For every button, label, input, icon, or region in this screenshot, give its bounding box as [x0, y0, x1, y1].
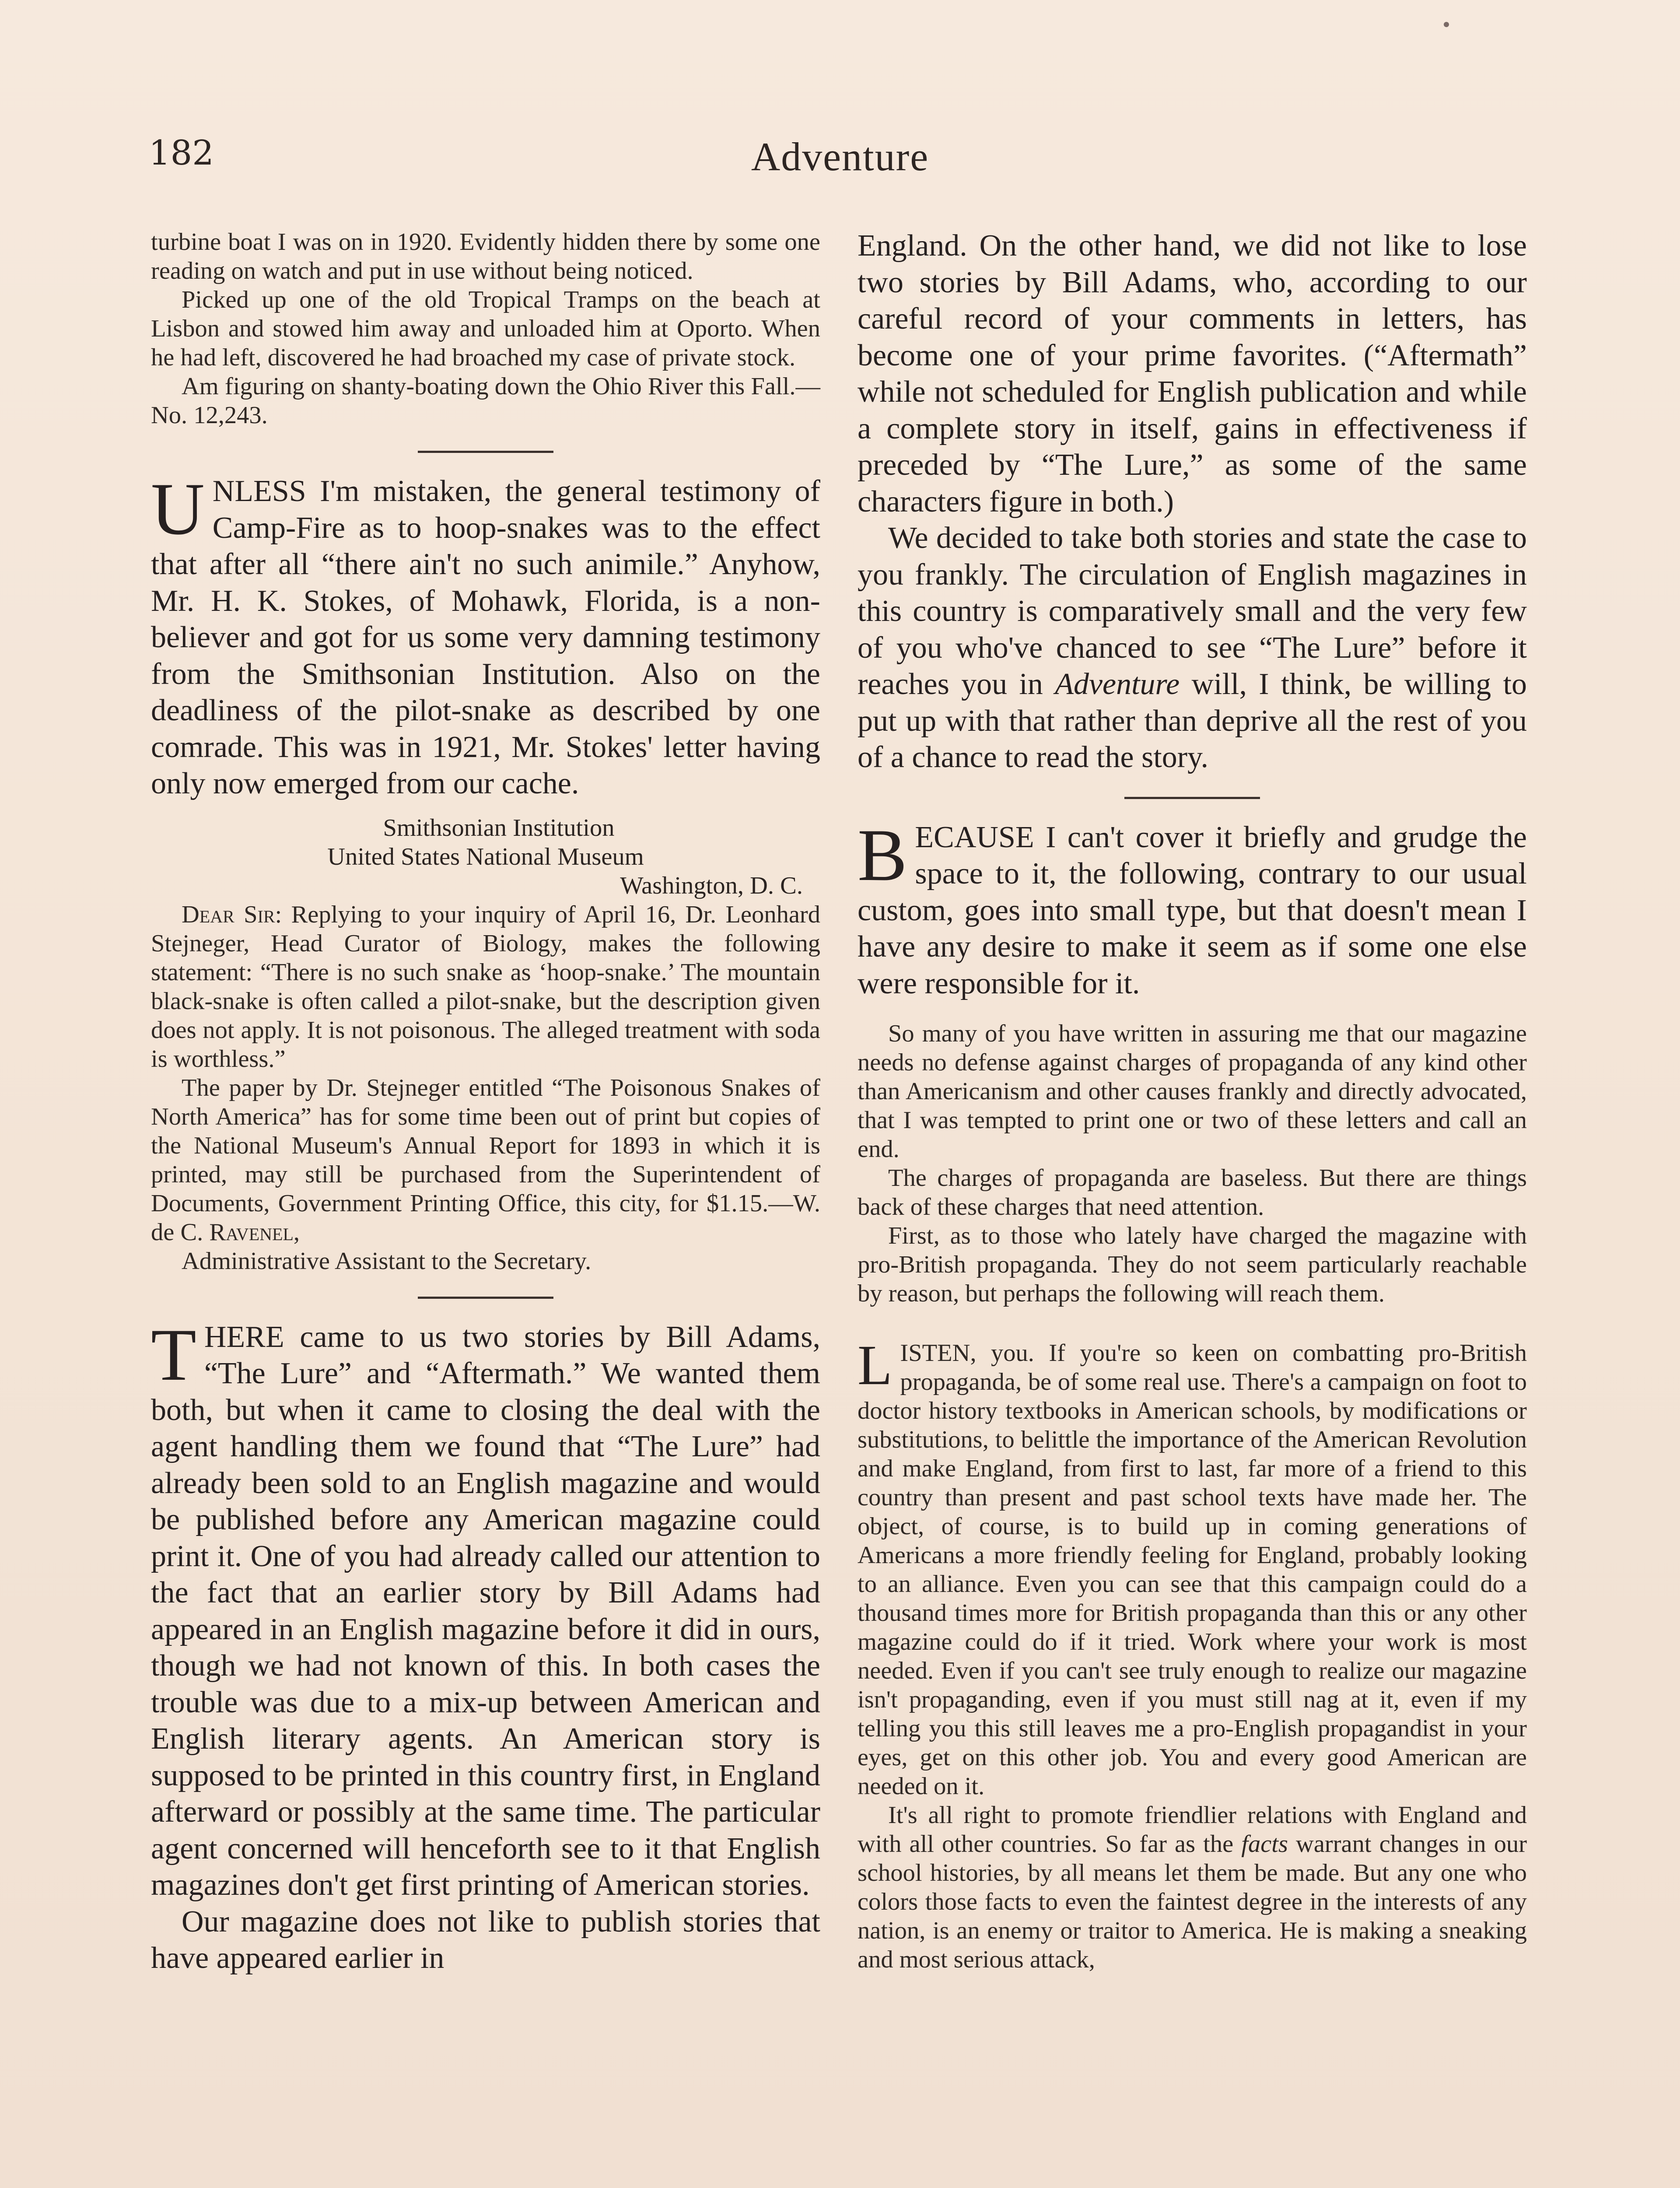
small-paragraph-1: So many of you have written in assuring me that our magazine needs no defense against charges of propaganda of any kind other than Americanism and other causes frankly and directly advocated, that I was tempted to print one or two of these letters and call an end. — [858, 1020, 1527, 1163]
letterhead-museum: United States National Museum — [327, 843, 644, 870]
adams-paragraph-2: Our magazine does not like to publish stories that have appeared earlier in — [151, 1904, 820, 1975]
letterhead — [151, 813, 820, 900]
drop-cap-u: U — [151, 468, 205, 550]
left-column — [151, 228, 820, 1977]
section-divider — [1124, 797, 1260, 799]
right-column — [858, 228, 1527, 1974]
final-text-a: It's all right to promote friendlier relations with England and with all other countries. So far as the — [858, 1802, 1527, 1858]
magazine-name-italic: Adventure — [1055, 667, 1180, 701]
facts-italic: facts — [1241, 1830, 1288, 1858]
small-paragraph-2: The charges of propaganda are baseless. But there are things back of these charges that need attention. — [858, 1164, 1527, 1220]
because-text: ECAUSE I can't cover it briefly and grudge the space to it, the following, contrary to our usual custom, goes into small type, but that doesn't mean I have any desire to make it seem as if some one else were responsible for it. — [858, 820, 1527, 1000]
intro-paragraph-1: turbine boat I was on in 1920. Evidently hidden there by some one reading on watch and put in use without being noticed. — [151, 228, 820, 284]
letter-signer-title: Administrative Assistant to the Secretary. — [182, 1247, 592, 1275]
letter-paragraph-2 — [151, 1073, 820, 1247]
section-divider — [418, 1297, 553, 1299]
letter-salutation: Dear Sir: — [182, 901, 282, 928]
continuation-text-b: will, I think, be willing to put up with that rather than deprive all the rest of you of a chance to read the story. — [858, 667, 1527, 774]
drop-cap-t: T — [151, 1313, 196, 1396]
final-text-b: warrant changes in our school histories, by all means let them be made. But any one who colors those facts to even the faintest degree in the interests of any nation, is an enemy or traitor to America. He is making a sneaking and most serious attack, — [858, 1830, 1527, 1973]
listen-text: ISTEN, you. If you're so keen on combatting pro-British propaganda, be of some real use. There's a campaign on foot to doctor history textbooks in American schools, by modifications or substitutions, to belittle the importance of the American Revolution and make England, from first to last, far more of a friend to this country than present and past school texts have made her. The object, of course, is to build up in coming generations of Americans a more friendly feeling for England, probably looking to an alliance. Even you can see that this campaign could do a thousand times more for British propaganda than this or any other magazine could do if it tried. Work where your work is most needed. Even if you can't see truly enough to realize our magazine isn't propaganding, even if you must still nag at it, even if my telling you this still leaves me a pro-English propagandist in your eyes, get on this other job. You and every good American are needed on it. — [858, 1339, 1527, 1800]
intro-paragraph-3: Am figuring on shanty-boating down the Ohio River this Fall.—No. 12,243. — [151, 373, 820, 429]
listen-paragraph — [858, 1334, 1527, 1801]
letter-paragraph-1 — [151, 900, 820, 1073]
letter-signer: Ravenel, — [209, 1218, 300, 1246]
paper-speck — [1444, 22, 1449, 27]
magazine-title: Adventure — [751, 134, 929, 179]
section-divider — [418, 451, 553, 453]
adams-paragraph — [151, 1313, 820, 1904]
because-paragraph — [858, 813, 1527, 1002]
letterhead-institution: Smithsonian Institution — [383, 814, 615, 842]
letter-text-2: The paper by Dr. Stejneger entitled “The Poisonous Snakes of North America” has for some time been out of print but copies of the National Museum's Annual Report for 1893 in which it is printed, may still be purchased from the Superintendent of Documents, Government Printing Office, this city, for $1.15.—W. de C. — [151, 1074, 820, 1246]
small-paragraph-3: First, as to those who lately have charged the magazine with pro-British propaganda. They do not seem particularly reachable by reason, but perhaps the following will reach them. — [858, 1222, 1527, 1307]
letter-text-1: Replying to your inquiry of April 16, Dr. Leonhard Stejneger, Head Curator of Biology, makes the following statement: “There is no such snake as ‘hoop-snake.’ The mountain black-snake is often called a pilot-snake, but the description given does not apply. It is not poisonous. The alleged treatment with soda is worthless.” — [151, 901, 820, 1073]
adams-text: HERE came to us two stories by Bill Adams, “The Lure” and “Aftermath.” We wanted them both, but when it came to closing the deal with the agent handling them we found that “The Lure” had already been sold to an English magazine and would be published before any American magazine could print it. One of you had already called our attention to the fact that an earlier story by Bill Adams had appeared in an English magazine before it did in ours, though we had not known of this. In both cases the trouble was due to a mix-up between American and English literary agents. An American story is supposed to be printed in this country first, in England afterward or possibly at the same time. The particular agent concerned will henceforth see to it that English magazines don't get first printing of American stories. — [151, 1320, 820, 1902]
page-header — [149, 133, 1531, 182]
hoop-snake-paragraph — [151, 468, 820, 802]
intro-paragraph-2: Picked up one of the old Tropical Tramps on the beach at Lisbon and stowed him away and unloaded him at Oporto. When he had left, discovered he had broached my case of private stock. — [151, 286, 820, 371]
continuation-paragraph-1: England. On the other hand, we did not like to lose two stories by Bill Adams, who, according to our careful record of your comments in letters, has become one of your prime favorites. (“Aftermath” while not scheduled for English publication and while a complete story in itself, gains in effectiveness if preceded by “The Lure,” as some of the same characters figure in both.) — [858, 229, 1527, 519]
page-number: 182 — [149, 133, 214, 173]
final-paragraph — [858, 1801, 1527, 1974]
drop-cap-l: L — [858, 1334, 892, 1397]
drop-cap-b: B — [858, 813, 907, 896]
letterhead-city: Washington, D. C. — [620, 872, 803, 899]
hoop-snake-text: NLESS I'm mistaken, the general testimony of Camp-Fire as to hoop-snakes was to the effect that after all “there ain't no such animile.” Anyhow, Mr. H. K. Stokes, of Mohawk, Florida, is a non-believer and got for us some very damning testimony from the Smithsonian Institution. Also on the deadliness of the pilot-snake as described by one comrade. This was in 1921, Mr. Stokes' letter having only now emerged from our cache. — [151, 474, 820, 800]
continuation-text-a: We decided to take both stories and state the case to you frankly. The circulation of English magazines in this country is comparatively small and the very few of you who've chanced to see “The Lure” before it reaches you in — [858, 521, 1527, 701]
continuation-paragraph-2 — [858, 520, 1527, 776]
